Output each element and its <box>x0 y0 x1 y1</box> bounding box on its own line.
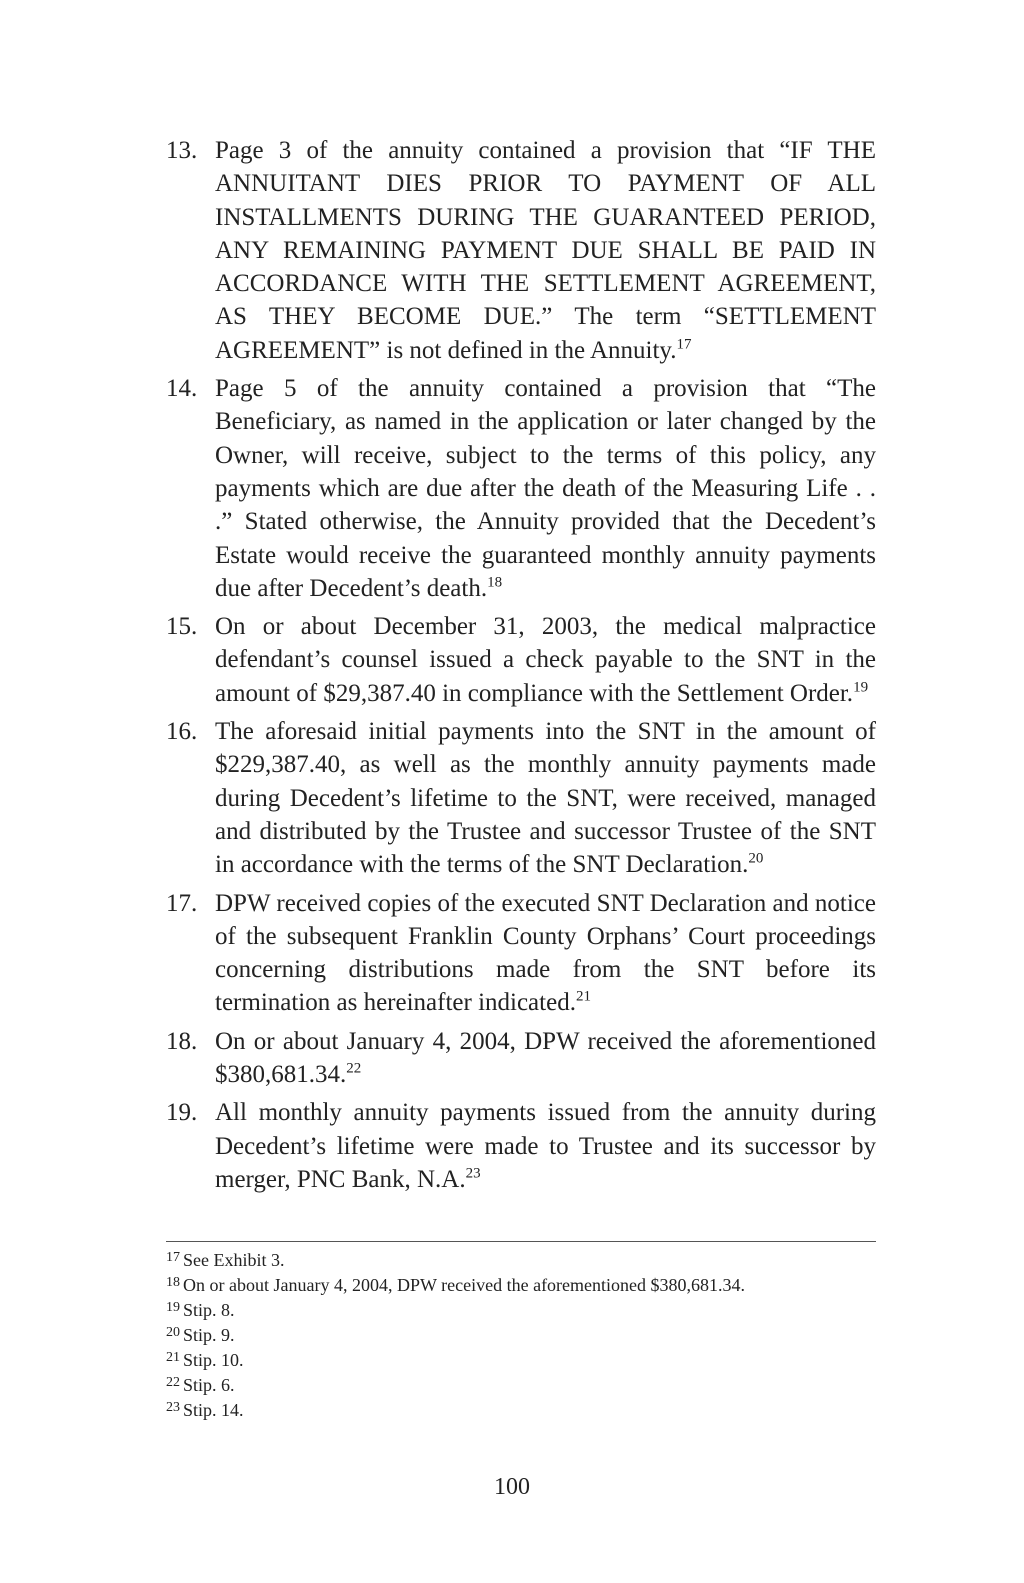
footnote-reference: 18 <box>487 574 503 591</box>
footnote-number: 23 <box>166 1400 180 1415</box>
footnote-reference: 23 <box>465 1165 481 1182</box>
footnote-text: Stip. 10. <box>183 1350 244 1370</box>
footnote-text: Stip. 8. <box>183 1300 235 1320</box>
paragraph-18 <box>166 1025 876 1092</box>
footnote-text: Stip. 14. <box>183 1400 244 1420</box>
footnote-17 <box>166 1248 876 1273</box>
paragraph-number: 13. <box>166 137 198 164</box>
paragraph-text: Page 5 of the annuity contained a provision that “The Beneficiary, as named in the application or later changed by the Owner, will receive, subject to the terms of this policy, any payments which are due after the death of the Measuring Life . . .” Stated otherwise, the Annuity provided that the Decedent’s Estate would receive the guaranteed monthly annuity payments due after Decedent’s death. <box>215 375 876 602</box>
paragraph-text: On or about January 4, 2004, DPW received the aforementioned $380,681.34. <box>215 1027 876 1089</box>
footnote-text: See Exhibit 3. <box>183 1250 285 1270</box>
paragraph-15 <box>166 610 876 710</box>
footnote-22 <box>166 1373 876 1398</box>
footnote-number: 21 <box>166 1350 180 1365</box>
paragraph-19 <box>166 1096 876 1196</box>
footnote-number: 17 <box>166 1250 180 1265</box>
footnote-19 <box>166 1298 876 1323</box>
paragraph-text: All monthly annuity payments issued from the annuity during Decedent’s lifetime were made to Trustee and its successor by merger, PNC Bank, N.A. <box>215 1099 876 1193</box>
footnote-21 <box>166 1348 876 1373</box>
footnote-number: 19 <box>166 1300 180 1315</box>
paragraph-number: 15. <box>166 613 198 641</box>
paragraph-number: 17. <box>166 889 198 917</box>
paragraph-13 <box>166 134 876 367</box>
footnote-reference: 21 <box>575 989 591 1006</box>
paragraph-number: 19. <box>166 1099 198 1127</box>
footnote-23 <box>166 1398 876 1423</box>
paragraph-text: DPW received copies of the executed SNT Declaration and notice of the subsequent Franklin County Orphans’ Court proceedings concerning distributions made from the SNT before its termination as hereinafter indicated. <box>215 889 876 1017</box>
page-number: 100 <box>494 1474 530 1500</box>
footnote-reference: 17 <box>676 336 692 353</box>
footnotes <box>166 1248 876 1423</box>
numbered-paragraph-list <box>166 134 876 1201</box>
paragraph-17 <box>166 887 876 1020</box>
footnote-reference: 20 <box>748 850 764 867</box>
paragraph-text: The aforesaid initial payments into the SNT in the amount of $229,387.40, as well as the monthly annuity payments made during Decedent’s lifetime to the SNT, were received, managed and distributed by the Trustee and successor Trustee of the SNT in accordance with the terms of the SNT Declaration. <box>215 718 876 879</box>
footnote-text: On or about January 4, 2004, DPW received the aforementioned $380,681.34. <box>183 1275 746 1295</box>
footnote-number: 20 <box>166 1325 180 1340</box>
footnote-divider <box>166 1241 876 1242</box>
footnote-number: 18 <box>166 1275 180 1290</box>
paragraph-text: Page 3 of the annuity contained a provision that “IF THE ANNUITANT DIES PRIOR TO PAYMENT OF ALL INSTALLMENTS DURING THE GUARANTEED PERIOD, ANY REMAINING PAYMENT DUE SHALL BE PAID IN ACCORDANCE WITH THE SETTLEMENT AGREEMENT, AS THEY BECOME DUE.” The term “SETTLEMENT AGREEMENT” is not defined in the Annuity. <box>215 137 876 364</box>
footnote-20 <box>166 1323 876 1348</box>
paragraph-text: On or about December 31, 2003, the medical malpractice defendant’s counsel issued a check payable to the SNT in the amount of $29,387.40 in compliance with the Settlement Order. <box>215 613 876 707</box>
footnote-reference: 22 <box>346 1060 362 1077</box>
footnote-reference: 19 <box>853 679 869 696</box>
paragraph-number: 14. <box>166 375 198 403</box>
footnote-text: Stip. 9. <box>183 1325 235 1345</box>
paragraph-16 <box>166 715 876 881</box>
footnote-number: 22 <box>166 1375 180 1390</box>
paragraph-number: 16. <box>166 718 198 746</box>
footnote-18 <box>166 1273 876 1298</box>
paragraph-14 <box>166 372 876 605</box>
paragraph-number: 18. <box>166 1027 198 1055</box>
footnote-text: Stip. 6. <box>183 1375 235 1395</box>
